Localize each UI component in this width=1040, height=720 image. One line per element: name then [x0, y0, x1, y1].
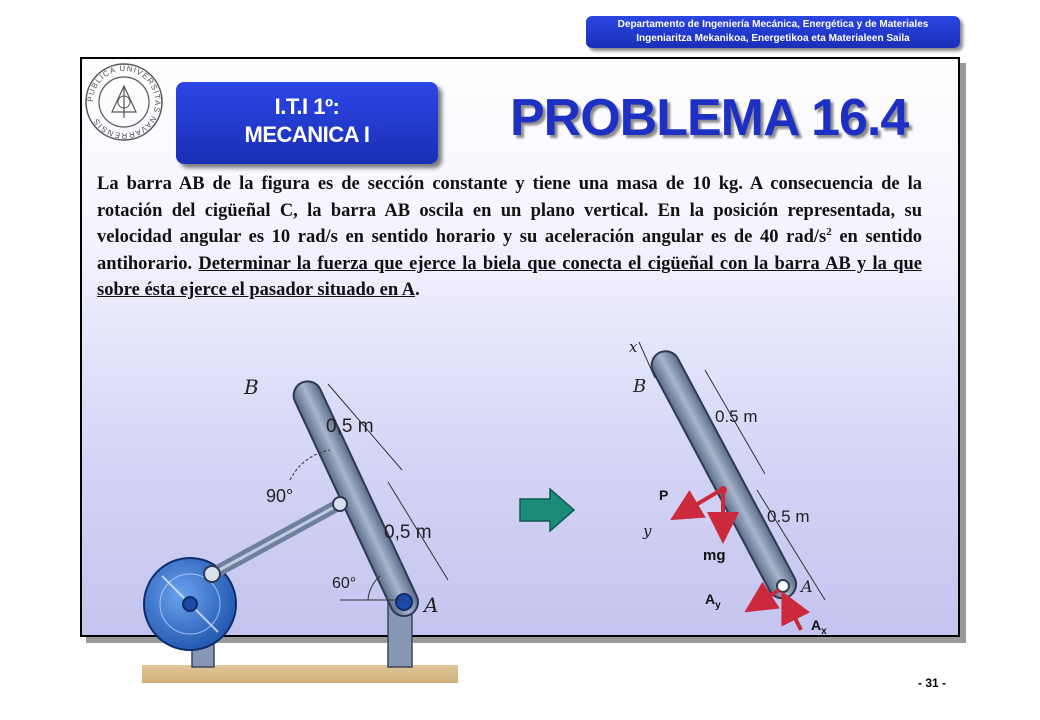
label-force-mg: mg: [703, 547, 726, 564]
dimension-lower-fbd: 0.5 m: [767, 507, 810, 526]
crank-pin: [204, 566, 220, 582]
bar-ab-fbd: [647, 346, 801, 603]
force-ay-arrow: [751, 590, 779, 608]
dimension-lower: 0,5 m: [384, 522, 432, 543]
university-seal-icon: [84, 62, 164, 142]
statement-question: Determinar la fuerza que ejerce la biela que conecta el cigüeñal con la barra AB y la que sobre ésta ejerce el pasador situado en A: [97, 253, 922, 300]
force-ax-arrow: [785, 598, 801, 630]
label-y-axis: y: [643, 522, 652, 540]
department-name-eu: Ingeniaritza Mekanikoa, Energetikoa eta Materialeen Saila: [636, 33, 910, 44]
department-name-es: Departamento de Ingeniería Mecánica, Energética y de Materiales: [617, 19, 929, 30]
label-a-fbd: A: [801, 577, 813, 596]
seal-text: PUBLICA UNIVERSITAS NAVARRENSIS: [85, 63, 163, 141]
statement-end: .: [415, 280, 420, 300]
label-a: A: [424, 593, 439, 617]
course-code: I.T.I 1º:: [274, 94, 340, 119]
label-force-ax: $A_x$: [811, 617, 827, 637]
problem-statement: [97, 171, 922, 304]
crank-center: [183, 597, 197, 611]
angle-90: 90°: [266, 486, 294, 506]
angle-60: 60°: [332, 575, 357, 592]
rod-pin: [333, 497, 347, 511]
pin-a: [396, 594, 412, 610]
course-badge: [176, 82, 438, 164]
statement-text-2: en sentido antihorario.: [97, 227, 922, 274]
dimension-upper-fbd: 0.5 m: [715, 407, 758, 426]
label-x-axis: x: [629, 340, 638, 356]
page-title: PROBLEMA 16.4: [510, 89, 909, 147]
force-p-arrow: [677, 490, 721, 516]
course-name: MECANICA I: [244, 122, 370, 147]
dimension-upper: 0,5 m: [326, 416, 374, 437]
page-number: - 31 -: [918, 676, 947, 690]
department-header: [586, 16, 960, 48]
label-force-p: P: [659, 487, 669, 503]
statement-superscript: 2: [826, 225, 832, 238]
statement-text: La barra AB de la figura es de sección constante y tiene una masa de 10 kg. A consecuencia de la rotación del cigüeñal C, la barra AB oscila en un plano vertical. En la posición representada, su velocidad angular es 10 rad/s en sentido horario y su aceleración angular es de 40 rad/s: [97, 174, 922, 247]
right-arrow-icon: [518, 487, 576, 533]
label-force-ay: $A_y$: [705, 591, 721, 611]
mechanism-figure: [140, 362, 460, 672]
label-b-fbd: B: [633, 376, 647, 397]
label-b: B: [244, 375, 259, 399]
free-body-diagram: [625, 340, 845, 640]
